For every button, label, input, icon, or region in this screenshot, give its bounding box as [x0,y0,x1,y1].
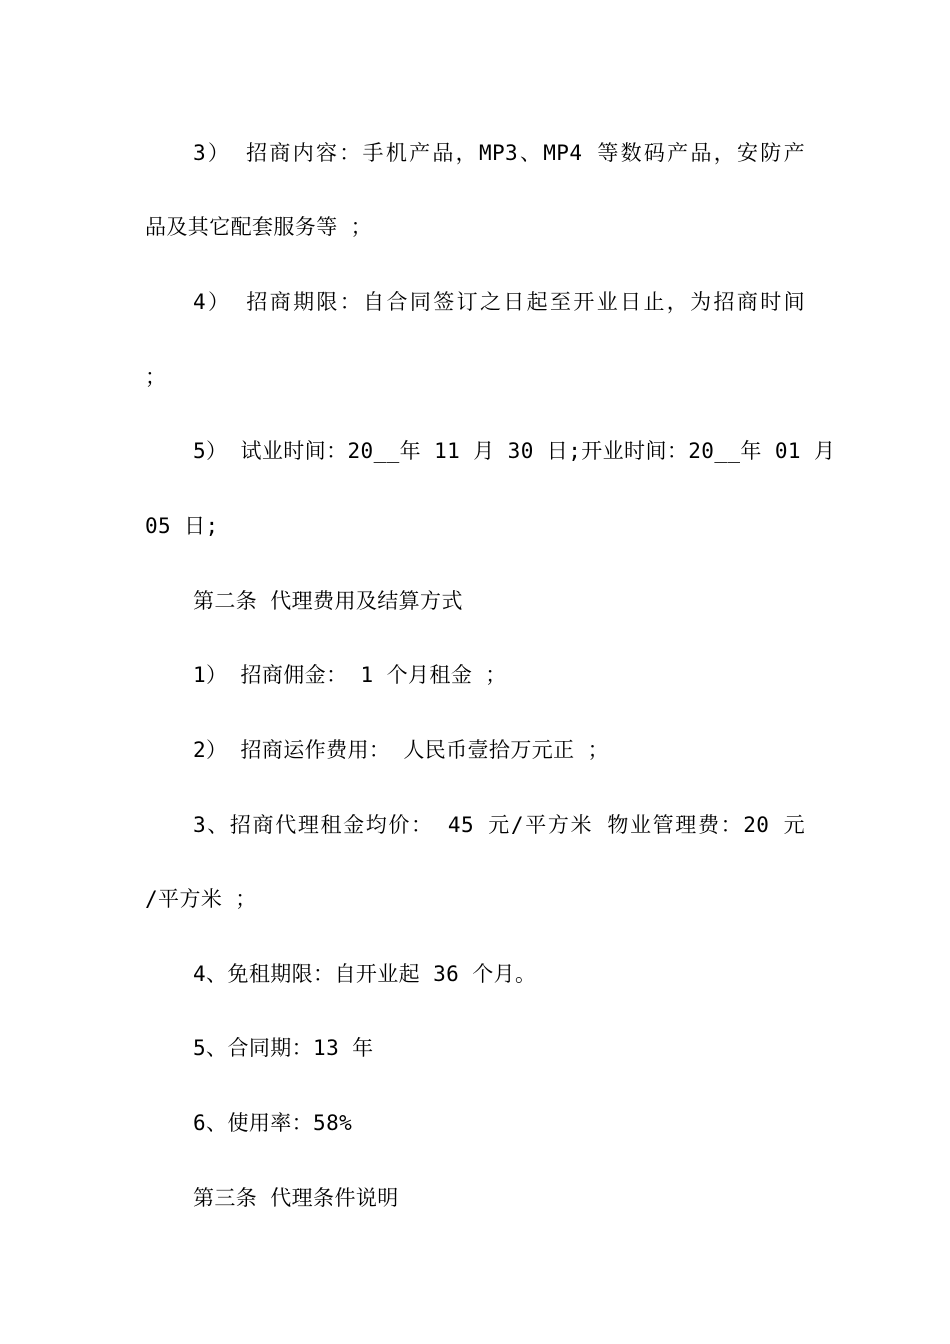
paragraph-line-3: 4） 招商期限：自合同签订之日起至开业日止，为招商时间 [193,290,805,314]
paragraph-line-13: 5、合同期：13 年 [193,1036,374,1060]
paragraph-line-6: 05 日; [145,514,219,538]
paragraph-line-4: ； [145,365,167,389]
section-heading-2: 第二条 代理费用及结算方式 [193,589,463,613]
paragraph-line-10: 3、招商代理租金均价： 45 元/平方米 物业管理费：20 元 [193,813,805,837]
paragraph-line-14: 6、使用率：58% [193,1111,353,1135]
paragraph-line-8: 1） 招商佣金： 1 个月租金 ； [193,663,507,687]
paragraph-line-1: 3） 招商内容：手机产品，MP3、MP4 等数码产品，安防产 [193,141,805,165]
paragraph-line-2: 品及其它配套服务等 ； [145,215,373,239]
paragraph-line-12: 4、免租期限：自开业起 36 个月。 [193,962,537,986]
paragraph-line-11: /平方米 ； [145,887,257,911]
paragraph-line-9: 2） 招商运作费用： 人民币壹拾万元正 ； [193,738,609,762]
section-heading-3: 第三条 代理条件说明 [193,1186,399,1210]
paragraph-line-5: 5） 试业时间：20__年 11 月 30 日;开业时间：20__年 01 月 [193,439,836,463]
